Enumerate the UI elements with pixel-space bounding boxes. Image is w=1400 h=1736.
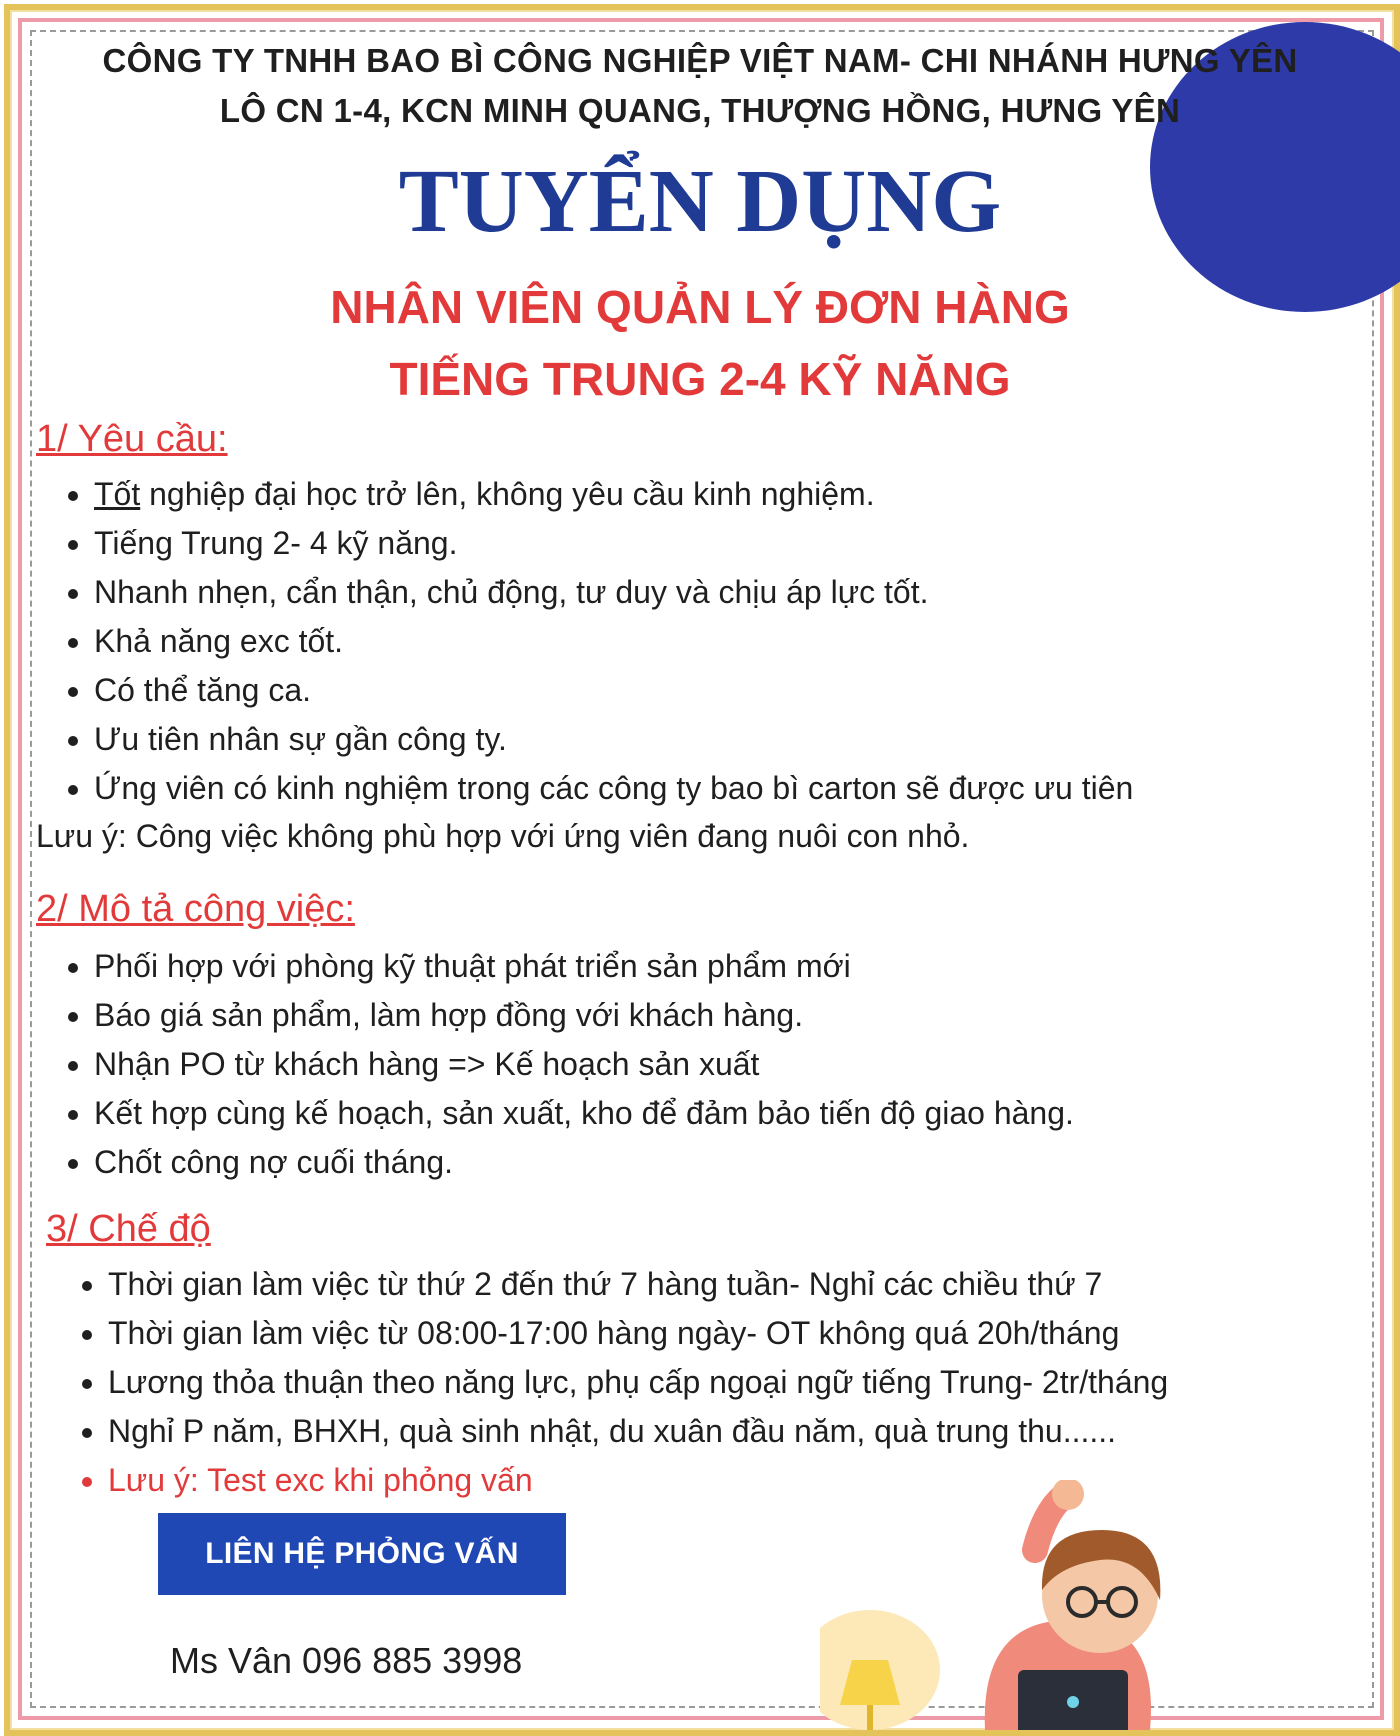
list-item: • Tiếng Trung 2- 4 kỹ năng. — [94, 519, 1133, 568]
list-item: • Nghỉ P năm, BHXH, quà sinh nhật, du xuân đầu năm, quà trung thu...... — [108, 1407, 1168, 1456]
poster-title: TUYỂN DỤNG — [398, 152, 1002, 251]
list-item: • Kết hợp cùng kế hoạch, sản xuất, kho để đảm bảo tiến độ giao hàng. — [94, 1089, 1074, 1138]
list-item: • Nhận PO từ khách hàng => Kế hoạch sản xuất — [94, 1040, 1074, 1089]
list-item: • Chốt công nợ cuối tháng. — [94, 1138, 1074, 1187]
position-line-1: NHÂN VIÊN QUẢN LÝ ĐƠN HÀNG — [330, 281, 1070, 333]
list-item: • Có thể tăng ca. — [94, 666, 1133, 715]
contact-phone: Ms Vân 096 885 3998 — [170, 1640, 523, 1681]
benefits-list — [74, 1260, 1168, 1505]
requirements-heading: 1/ Yêu cầu: — [36, 418, 228, 460]
list-item: • Lương thỏa thuận theo năng lực, phụ cấp ngoại ngữ tiếng Trung- 2tr/tháng — [108, 1358, 1168, 1407]
contact-interview-button[interactable]: LIÊN HỆ PHỎNG VẤN — [158, 1513, 566, 1595]
list-item: • Thời gian làm việc từ thứ 2 đến thứ 7 hàng tuần- Nghỉ các chiều thứ 7 — [108, 1260, 1168, 1309]
list-item: • Lưu ý: Test exc khi phỏng vấn — [108, 1456, 1168, 1505]
list-item: • Nhanh nhẹn, cẩn thận, chủ động, tư duy và chịu áp lực tốt. — [94, 568, 1133, 617]
list-item: • Thời gian làm việc từ 08:00-17:00 hàng ngày- OT không quá 20h/tháng — [108, 1309, 1168, 1358]
company-name: CÔNG TY TNHH BAO BÌ CÔNG NGHIỆP VIỆT NAM- CHI NHÁNH HƯNG YÊN — [102, 42, 1298, 79]
position-line-2: TIẾNG TRUNG 2-4 KỸ NĂNG — [389, 353, 1011, 405]
requirements-note: Lưu ý: Công việc không phù hợp với ứng viên đang nuôi con nhỏ. — [36, 818, 970, 854]
company-address: LÔ CN 1-4, KCN MINH QUANG, THƯỢNG HỒNG, HƯNG YÊN — [219, 92, 1181, 129]
list-item: • Phối hợp với phòng kỹ thuật phát triển sản phẩm mới — [94, 942, 1074, 991]
person-laptop-illustration — [820, 1480, 1380, 1730]
requirement-text: nghiệp đại học trở lên, không yêu cầu kinh nghiệm. — [140, 476, 875, 512]
requirements-list — [60, 470, 1133, 813]
list-item: • Ưu tiên nhân sự gần công ty. — [94, 715, 1133, 764]
list-item: • Khả năng exc tốt. — [94, 617, 1133, 666]
list-item — [94, 470, 1133, 519]
list-item: • Ứng viên có kinh nghiệm trong các công ty bao bì carton sẽ được ưu tiên — [94, 764, 1133, 813]
list-item: • Báo giá sản phẩm, làm hợp đồng với khách hàng. — [94, 991, 1074, 1040]
description-heading: 2/ Mô tả công việc: — [36, 888, 355, 930]
requirement-underlined-word: Tốt — [94, 476, 141, 512]
description-list — [60, 942, 1074, 1187]
benefits-heading: 3/ Chế độ — [46, 1208, 211, 1250]
